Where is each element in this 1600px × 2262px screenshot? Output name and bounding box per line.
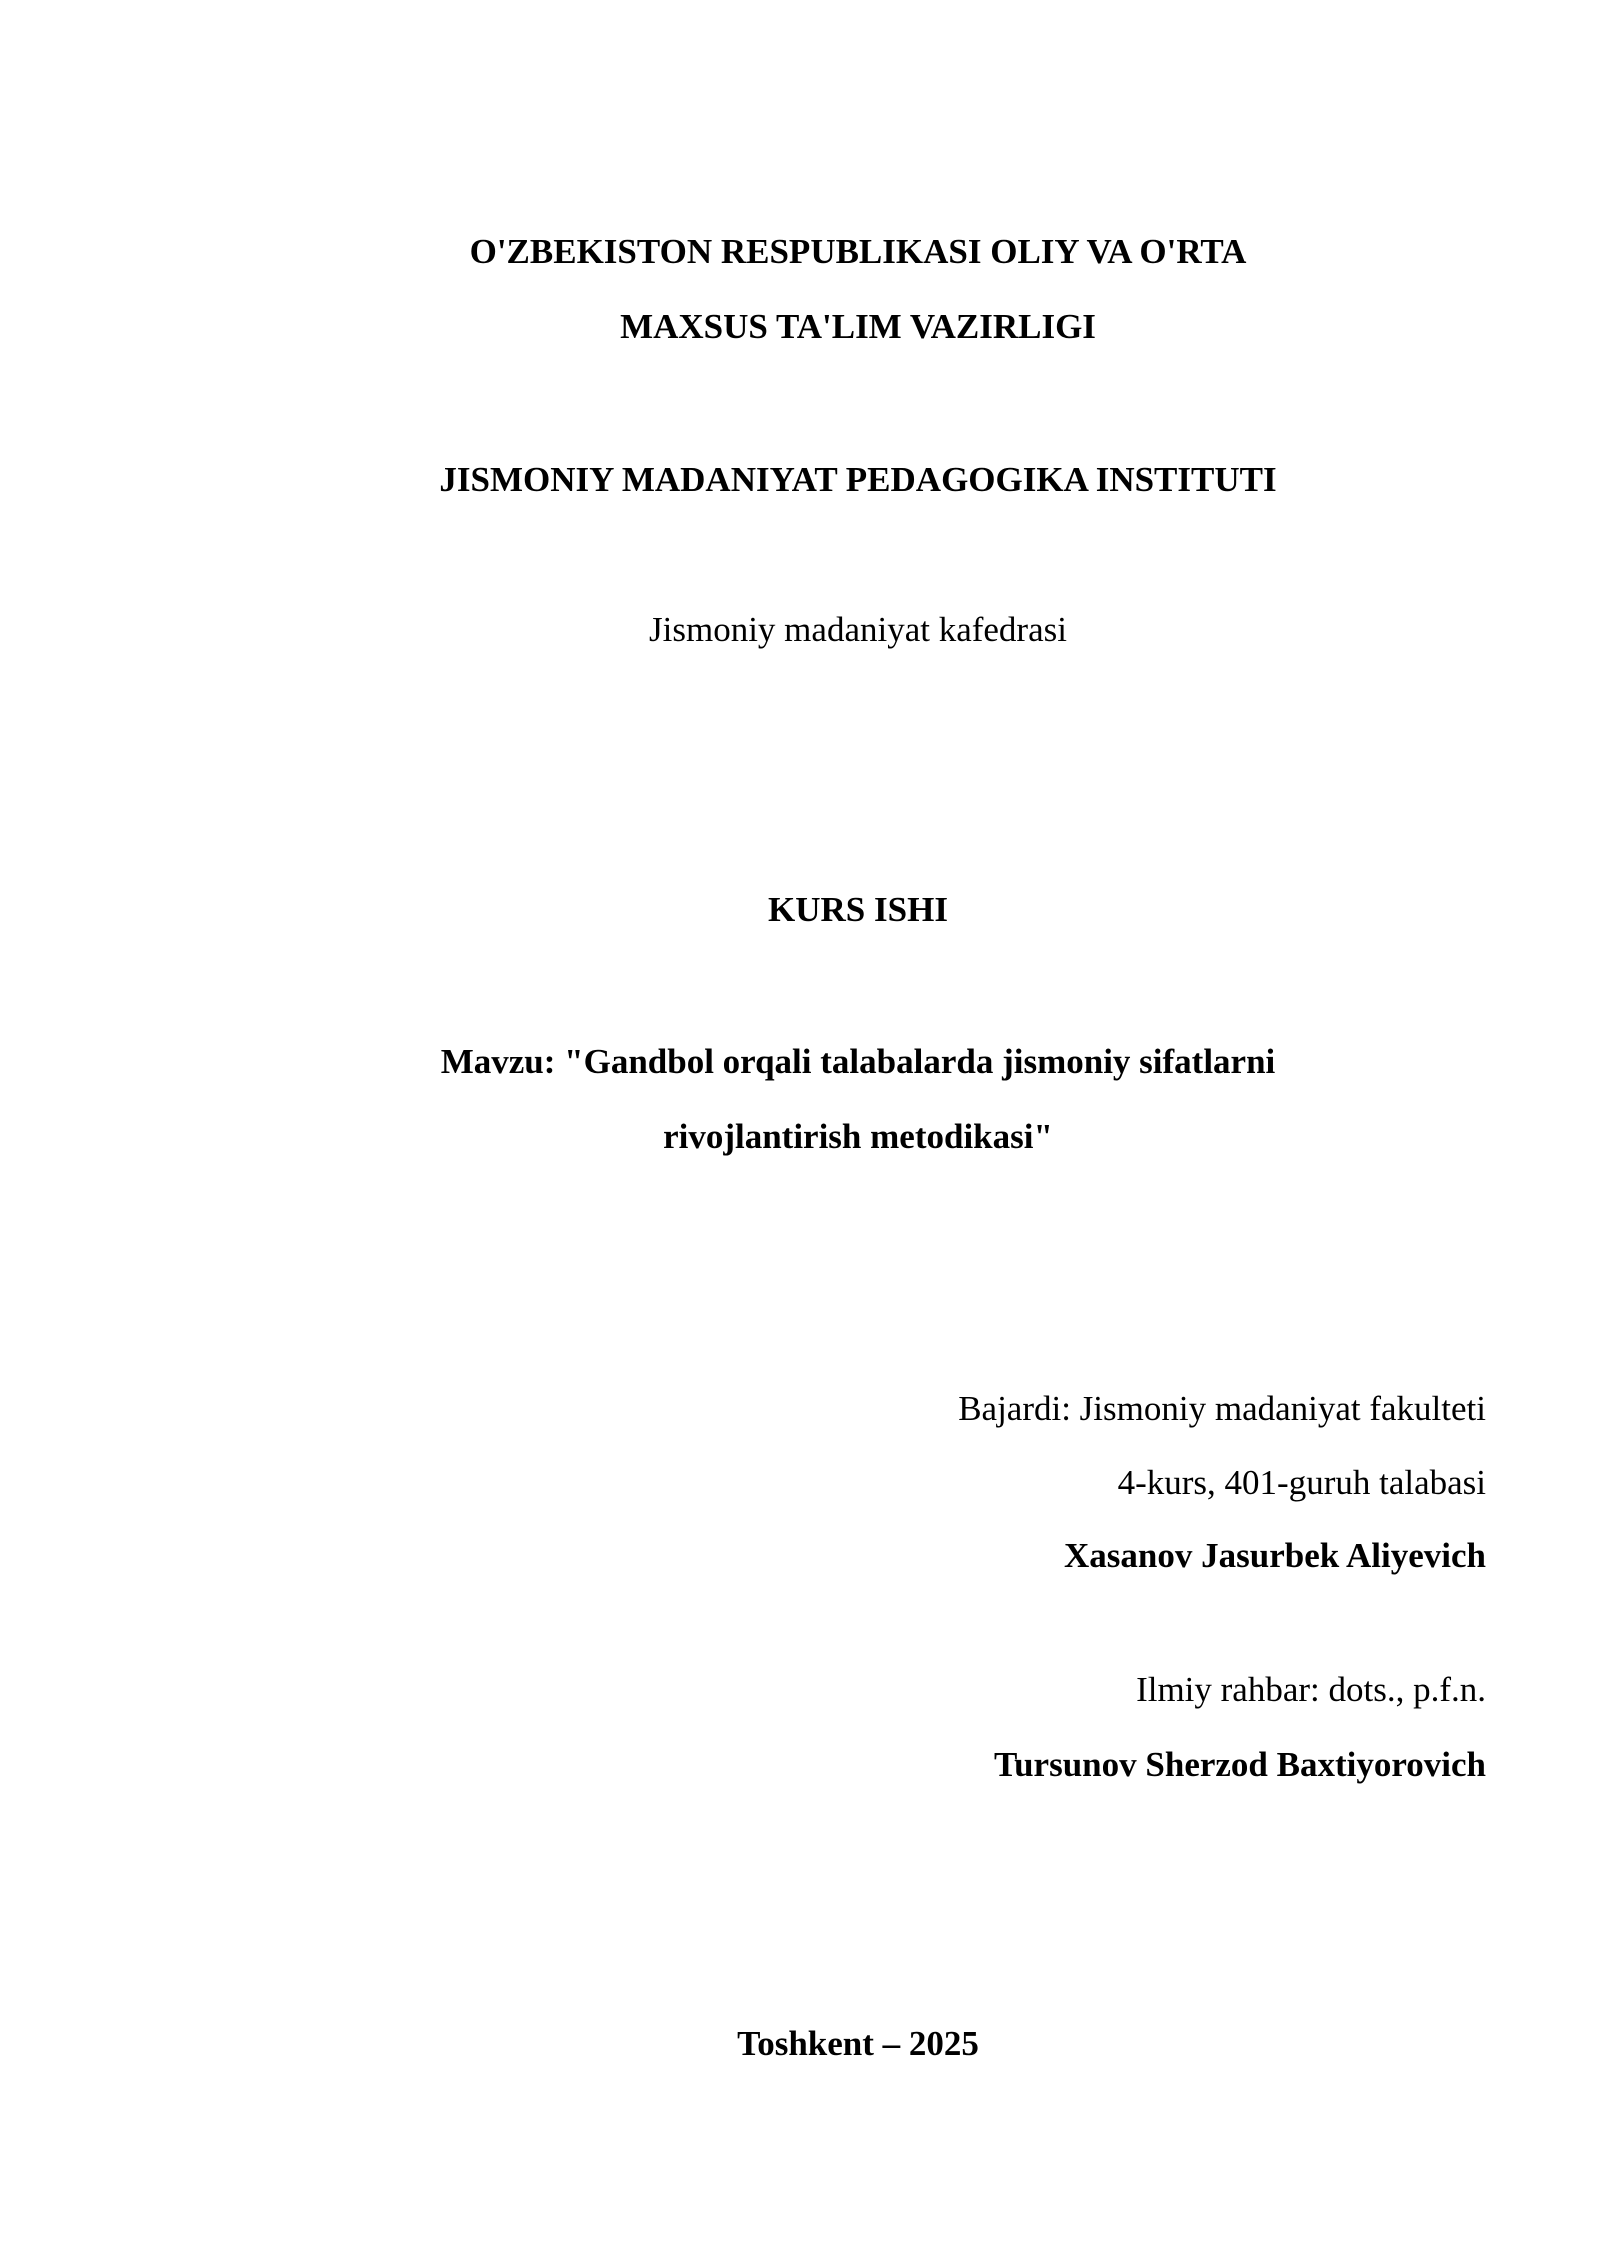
city-year: Toshkent – 2025 xyxy=(737,2024,979,2063)
topic-line-2: rivojlantirish metodikasi" xyxy=(663,1117,1053,1156)
ministry-line-2: MAXSUS TA'LIM VAZIRLIGI xyxy=(620,307,1096,346)
supervisor-title: Ilmiy rahbar: dots., p.f.n. xyxy=(1136,1670,1486,1709)
department-name: Jismoniy madaniyat kafedrasi xyxy=(649,610,1067,649)
supervisor-name: Tursunov Sherzod Baxtiyorovich xyxy=(993,1745,1486,1784)
author-faculty: Bajardi: Jismoniy madaniyat fakulteti xyxy=(958,1389,1486,1428)
institute-name: JISMONIY MADANIYAT PEDAGOGIKA INSTITUTI xyxy=(439,460,1277,499)
topic-line-1: Mavzu: "Gandbol orqali talabalarda jismoniy sifatlarni xyxy=(440,1042,1276,1081)
ministry-line-1: O'ZBEKISTON RESPUBLIKASI OLIY VA O'RTA xyxy=(469,232,1247,271)
document-type: KURS ISHI xyxy=(768,890,948,929)
author-name: Xasanov Jasurbek Aliyevich xyxy=(1064,1536,1486,1575)
author-group: 4-kurs, 401-guruh talabasi xyxy=(1117,1463,1486,1502)
